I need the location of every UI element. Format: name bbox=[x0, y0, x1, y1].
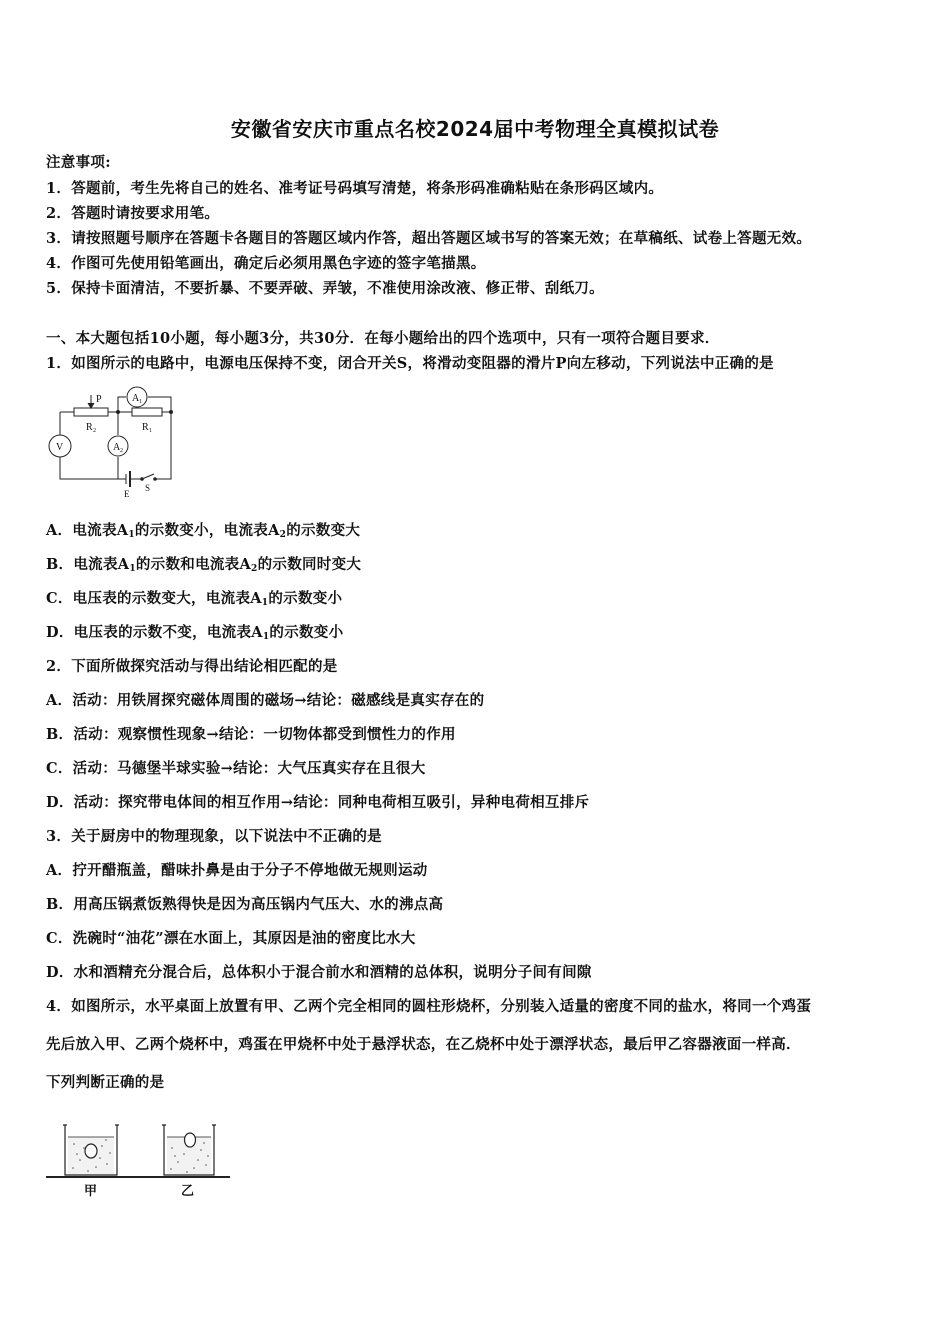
resistor-r2 bbox=[74, 408, 108, 416]
egg-floating bbox=[185, 1133, 196, 1147]
q1-option-c: C．电压表的示数变大，电流表$A_1$的示数变小 bbox=[46, 590, 343, 608]
r1-label: R bbox=[142, 422, 149, 433]
page-title: 安徽省安庆市重点名校2024届中考物理全真模拟试卷 bbox=[230, 117, 720, 141]
q2-option-d: D．活动：探究带电体间的相互作用→结论：同种电荷相互吸引，异种电荷相互排斥 bbox=[46, 794, 590, 811]
notice-heading: 注意事项: bbox=[46, 154, 111, 171]
battery-label: E bbox=[124, 489, 130, 499]
slider-label: P bbox=[96, 394, 102, 405]
q3-option-c: C．洗碗时“油花”漂在水面上，其原因是油的密度比水大 bbox=[46, 930, 416, 947]
question-4-stem: 4．如图所示，水平桌面上放置有甲、乙两个完全相同的圆柱形烧杯，分别装入适量的密度不同的盐水，将同一个鸡蛋 bbox=[46, 998, 812, 1015]
q2-option-c: C．活动：马德堡半球实验→结论：大气压真实存在且很大 bbox=[46, 760, 426, 777]
beaker-right bbox=[162, 1125, 216, 1175]
question-4-stem: 先后放入甲、乙两个烧杯中，鸡蛋在甲烧杯中处于悬浮状态，在乙烧杯中处于漂浮状态，最后甲乙容器液面一样高． bbox=[46, 1036, 801, 1053]
q2-option-b: B．活动：观察惯性现象→结论：一切物体都受到惯性力的作用 bbox=[46, 726, 456, 743]
beaker-left bbox=[63, 1125, 119, 1175]
q3-option-b: B．用高压锅煮饭熟得快是因为高压锅内气压大、水的沸点高 bbox=[46, 896, 444, 913]
circuit-diagram bbox=[44, 383, 184, 505]
question-2-stem: 2．下面所做探究活动与得出结论相匹配的是 bbox=[46, 658, 338, 675]
q1-option-b: B．电流表$A_1$的示数和电流表$A_2$的示数同时变大 bbox=[46, 556, 362, 574]
a2-sub: 2 bbox=[120, 448, 123, 454]
notice-item: 5．保持卡面清洁，不要折暴、不要弄破、弄皱，不准使用涂改液、修正带、刮纸刀。 bbox=[46, 280, 604, 297]
r2-sub: 2 bbox=[93, 428, 96, 434]
notice-item: 2．答题时请按要求用笔。 bbox=[46, 205, 220, 222]
question-3-stem: 3．关于厨房中的物理现象，以下说法中不正确的是 bbox=[46, 828, 382, 845]
q3-option-a: A．拧开醋瓶盖，醋味扑鼻是由于分子不停地做无规则运动 bbox=[46, 862, 428, 879]
voltmeter-label: V bbox=[56, 442, 64, 453]
r1-sub: 1 bbox=[149, 428, 152, 434]
switch-label: S bbox=[145, 483, 151, 493]
beakers-diagram bbox=[44, 1118, 234, 1204]
notice-item: 4．作图可先使用铅笔画出，确定后必须用黑色字迹的签字笔描黑。 bbox=[46, 255, 486, 272]
beaker-left-label: 甲 bbox=[84, 1183, 98, 1198]
egg-suspended bbox=[85, 1144, 97, 1158]
a1-sub: 1 bbox=[139, 399, 142, 405]
q3-option-d: D．水和酒精充分混合后，总体积小于混合前水和酒精的总体积，说明分子间有间隙 bbox=[46, 964, 592, 981]
r2-label: R bbox=[86, 422, 93, 433]
resistor-r1 bbox=[132, 408, 162, 416]
a2-label: A bbox=[113, 442, 121, 453]
notice-item: 3．请按照题号顺序在答题卡各题目的答题区域内作答，超出答题区域书写的答案无效；在草稿纸、试卷上答题无效。 bbox=[46, 230, 812, 247]
a1-label: A bbox=[132, 393, 140, 404]
q1-option-d: D．电压表的示数不变，电流表$A_1$的示数变小 bbox=[46, 624, 344, 642]
q1-option-a: A．电流表$A_1$的示数变小，电流表$A_2$的示数变大 bbox=[46, 522, 361, 540]
notice-item: 1．答题前，考生先将自己的姓名、准考证号码填写清楚，将条形码准确粘贴在条形码区域内。 bbox=[46, 180, 664, 197]
q2-option-a: A．活动：用铁屑探究磁体周围的磁场→结论：磁感线是真实存在的 bbox=[46, 692, 485, 709]
section-heading: 一、本大题包括10小题，每小题3分，共30分．在每小题给出的四个选项中，只有一项符合题目要求． bbox=[46, 330, 720, 347]
beaker-right-label: 乙 bbox=[181, 1183, 195, 1198]
question-1-stem: 1．如图所示的电路中，电源电压保持不变，闭合开关S，将滑动变阻器的滑片P向左移动，下列说法中正确的是 bbox=[46, 355, 774, 372]
question-4-stem: 下列判断正确的是 bbox=[46, 1074, 165, 1091]
